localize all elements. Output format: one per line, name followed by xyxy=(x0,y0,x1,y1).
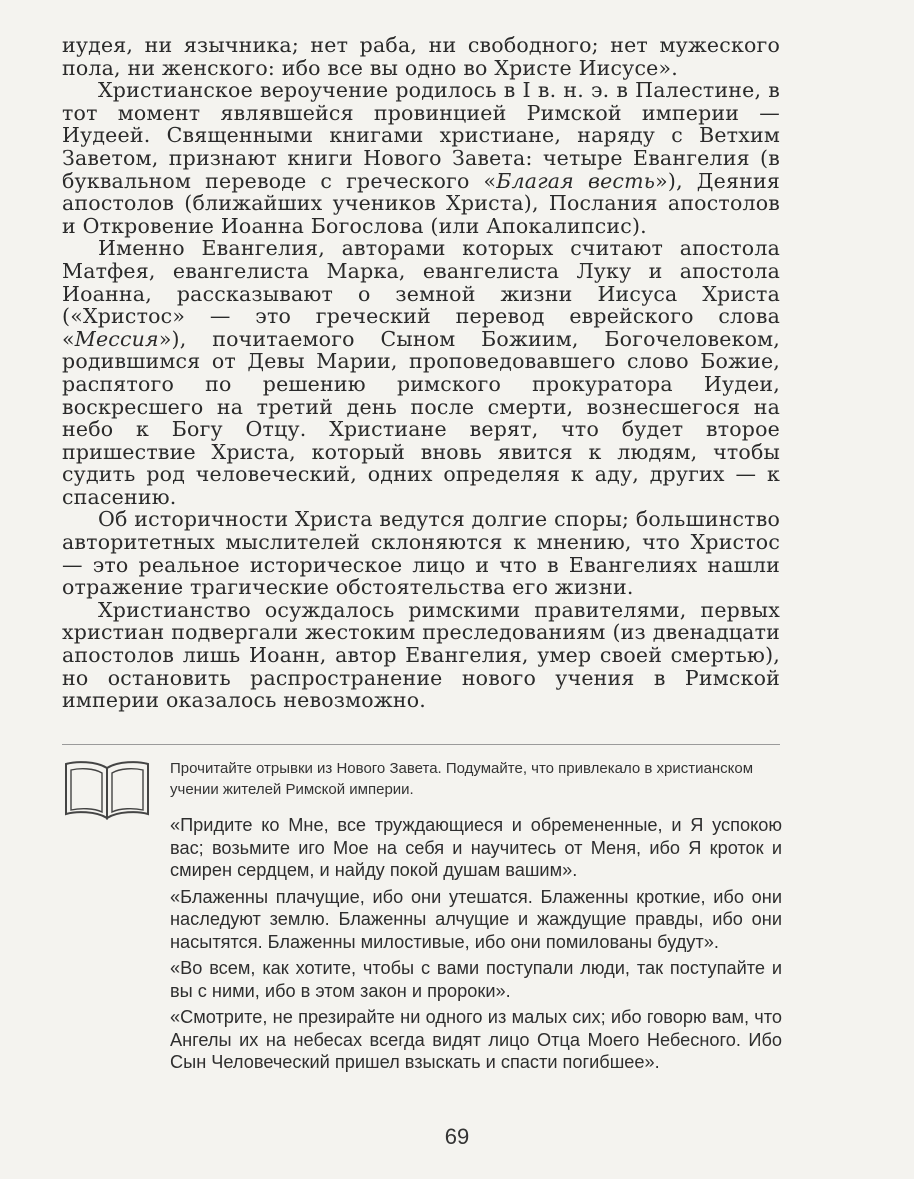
quotes-block xyxy=(170,814,782,1078)
paragraph-3-emphasis: Мессия xyxy=(74,326,159,351)
main-text xyxy=(62,34,780,712)
paragraph-2-emphasis: Благая весть xyxy=(496,168,656,193)
paragraph-5: Христианство осуждалось римскими правителями, первых христиан подвергали жестоким преследованиям (из двенадцати апостолов лишь Иоанн, автор Евангелия, умер своей смертью), но остановить распространение нового учения в Римской империи оказалось невозможно. xyxy=(62,597,780,713)
paragraph-3 xyxy=(62,237,780,508)
quote-1: «Придите ко Мне, все труждающиеся и обремененные, и Я успокою вас; возьмите иго Мое на себя и научитесь от Меня, ибо Я кроток и смирен сердцем, и найду покой душам вашим». xyxy=(170,815,782,880)
task-block xyxy=(170,758,780,800)
open-book-icon xyxy=(62,758,152,824)
paragraph-4: Об историчности Христа ведутся долгие споры; большинство авторитетных мыслителей склоняются к мнению, что Христос — это реальное историческое лицо и что в Евангелиях нашли отражение трагические обстоятельства его жизни. xyxy=(62,507,780,600)
paragraph-2-start: Христианское вероучение родилось в I в. н. э. в Палестине, в тот момент являвшейся провинцией Римской империи — Иудеей. Священными книгами христиане, наряду с Ветхим Заветом, признают книги Нового Завета: четыре Евангелия (в буквальном переводе с греческого « xyxy=(62,78,780,193)
quote-3: «Во всем, как хотите, чтобы с вами поступали люди, так поступайте и вы с ними, ибо в этом закон и пророки». xyxy=(170,958,782,1001)
task-instruction: Прочитайте отрывки из Нового Завета. Подумайте, что привлекало в христианском учении жителей Римской империи. xyxy=(170,760,754,798)
paragraph-3-start: Именно Евангелия, авторами которых считают апостола Матфея, евангелиста Марка, евангелиста Луку и апостола Иоанна, рассказывают о земной жизни Иисуса Христа («Христос» — это греческий перевод еврейского слова « xyxy=(62,236,780,351)
paragraph-2 xyxy=(62,79,780,237)
paragraph-1: иудея, ни язычника; нет раба, ни свободного; нет мужеского пола, ни женского: ибо все вы одно во Христе Иисусе». xyxy=(62,33,780,80)
quote-4: «Смотрите, не презирайте ни одного из малых сих; ибо говорю вам, что Ангелы их на небесах всегда видят лицо Отца Моего Небесного. Ибо Сын Человеческий пришел взыскать и спасти погибшее». xyxy=(170,1007,782,1072)
quote-2: «Блаженны плачущие, ибо они утешатся. Блаженны кроткие, ибо они наследуют землю. Блаженны алчущие и жаждущие правды, ибо они насытятся. Блаженны милостивые, ибо они помилованы будут». xyxy=(170,886,782,952)
paragraph-2-end: »), Деяния апостолов (ближайших учеников Христа), Послания апостолов и Откровение Иоанна Богослова (или Апокалипсис). xyxy=(62,168,780,238)
paragraph-3-end: »), почитаемого Сыном Божиим, Богочеловеком, родившимся от Девы Марии, проповедовавшего слово Божие, распятого по решению римского прокуратора Иудеи, воскресшего на третий день после смерти, вознесшегося на небо к Богу Отцу. Христиане верят, что будет второе пришествие Христа, который вновь явится к людям, чтобы судить род человеческий, одних определяя к аду, других — к спасению. xyxy=(62,326,780,509)
section-divider xyxy=(62,744,780,745)
page-number: 69 xyxy=(444,1124,470,1149)
